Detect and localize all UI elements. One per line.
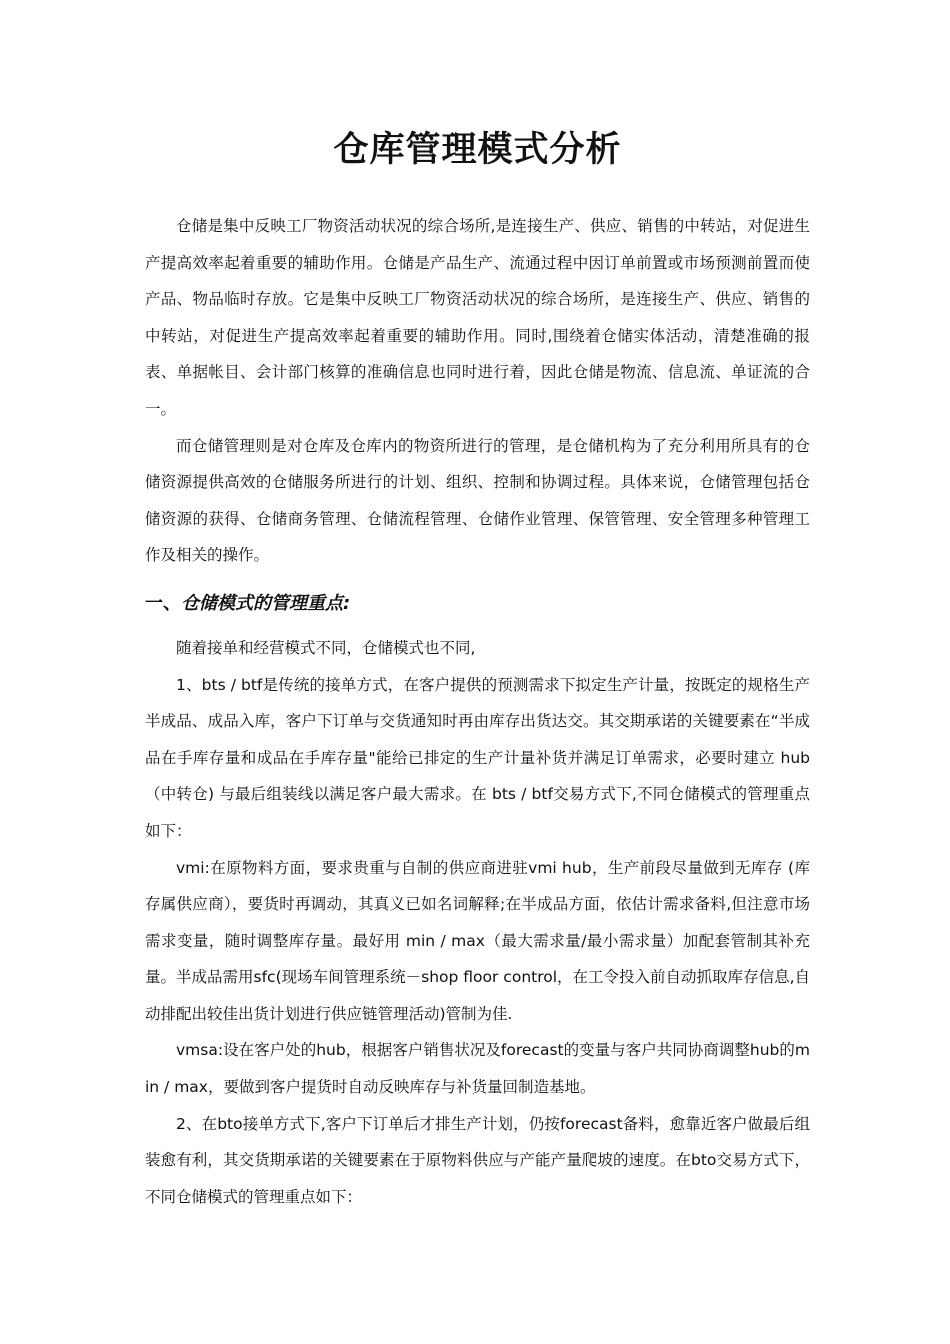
section-paragraph: vmi:在原物料方面，要求贵重与自制的供应商进驻vmi hub，生产前段尽量做到无库存 (库存属供应商），要货时再调动，其真义已如名词解释;在半成品方面，依估计需求备料,但注意市场需求变量，随时调整库存量。最好用 min / max（最大需求量/最小需求量）加配套管制其补充量。半成品需用sfc(现场车间管理系统－shop floor control，在工令投入前自动抓取库存信息,自动排配出较佳出货计划进行供应链管理活动)管制为佳. <box>145 858 810 1023</box>
intro-paragraph: 而仓储管理则是对仓库及仓库内的物资所进行的管理，是仓储机构为了充分利用所具有的仓储资源提供高效的仓储服务所进行的计划、组织、控制和协调过程。具体来说，仓储管理包括仓储资源的获得、仓储商务管理、仓储流程管理、仓储作业管理、保管管理、安全管理多种管理工作及相关的操作。 <box>145 436 810 565</box>
section-heading-text: 仓储模式的管理重点: <box>181 592 351 614</box>
section-paragraph: 1、bts / btf是传统的接单方式，在客户提供的预测需求下拟定生产计量，按既定的规格生产半成品、成品入库，客户下订单与交货通知时再由库存出货达交。其交期承诺的关键要素在“半成品在手库存量和成品在手库存量"能给已排定的生产计量补货并满足订单需求，必要时建立 hub（中转仓) 与最后组装线以满足客户最大需求。在 bts / btf交易方式下,不同仓储模式的管理重点如下： <box>145 675 810 840</box>
section-number: 一、 <box>145 592 181 614</box>
section-paragraph: 2、在bto接单方式下,客户下订单后才排生产计划，仍按forecast备料，愈靠近客户做最后组装愈有利，其交货期承诺的关键要素在于原物料供应与产能产量爬坡的速度。在bto交易方式下，不同仓储模式的管理重点如下： <box>145 1114 810 1206</box>
section-paragraph: vmsa:设在客户处的hub，根据客户销售状况及forecast的变量与客户共同协商调整hub的min / max，要做到客户提货时自动反映库存与补货量回制造基地。 <box>145 1041 810 1097</box>
section-paragraph: 随着接单和经营模式不同，仓储模式也不同, <box>176 638 476 657</box>
intro-paragraph: 仓储是集中反映工厂物资活动状况的综合场所,是连接生产、供应、销售的中转站，对促进生产提高效率起着重要的辅助作用。仓储是产品生产、流通过程中因订单前置或市场预测前置而使产品、物品临时存放。它是集中反映工厂物资活动状况的综合场所，是连接生产、供应、销售的中转站，对促进生产提高效率起着重要的辅助作用。同时,围绕着仓储实体活动，清楚准确的报表、单据帐目、会计部门核算的准确信息也同时进行着，因此仓储是物流、信息流、单证流的合一。 <box>145 217 810 418</box>
section-heading <box>145 584 810 624</box>
document-title: 仓库管理模式分析 <box>333 130 622 170</box>
